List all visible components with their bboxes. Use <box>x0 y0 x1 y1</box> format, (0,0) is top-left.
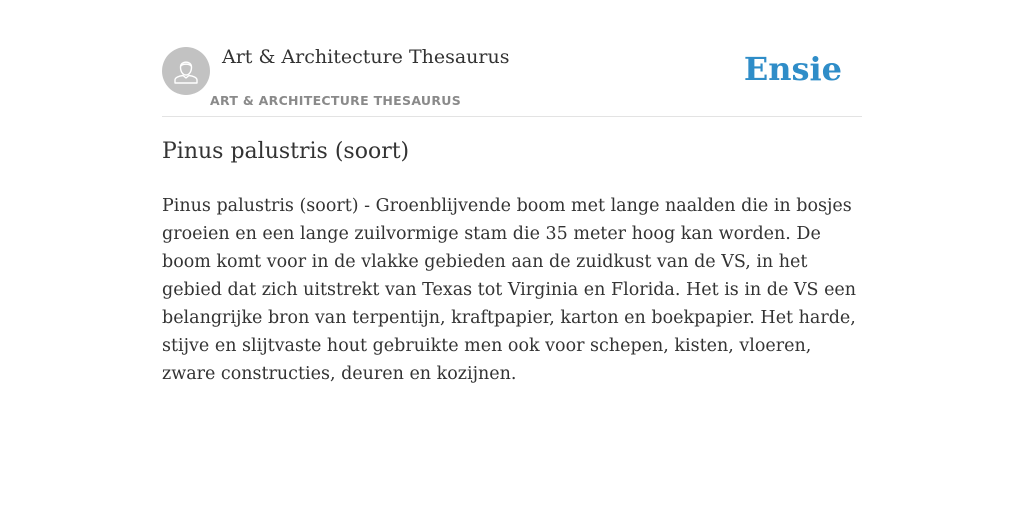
definition-text: Pinus palustris (soort) - Groenblijvende boom met lange naalden die in bosjes groeien en een lange zuilvormige stam die 35 meter hoog kan worden. De boom komt voor in de vlakke gebieden aan de zuidkust van de VS, in het gebied dat zich uitstrekt van Texas tot Virginia en Florida. Het is in de VS een belangrijke bron van terpentijn, kraftpapier, karton en boekpapier. Het harde, stijve en slijtvaste hout gebruikte men ook voor schepen, kisten, vloeren, zware constructies, deuren en kozijnen. <box>162 196 857 384</box>
author-avatar[interactable] <box>162 47 210 95</box>
author-tag[interactable]: ART & ARCHITECTURE THESAURUS <box>210 93 462 108</box>
author-name[interactable]: Art & Architecture Thesaurus <box>222 46 510 68</box>
entry-header <box>162 40 862 117</box>
page-title: Pinus palustris (soort) <box>162 139 410 164</box>
user-silhouette-icon <box>162 47 210 95</box>
brand-logo[interactable]: Ensie <box>743 50 842 88</box>
